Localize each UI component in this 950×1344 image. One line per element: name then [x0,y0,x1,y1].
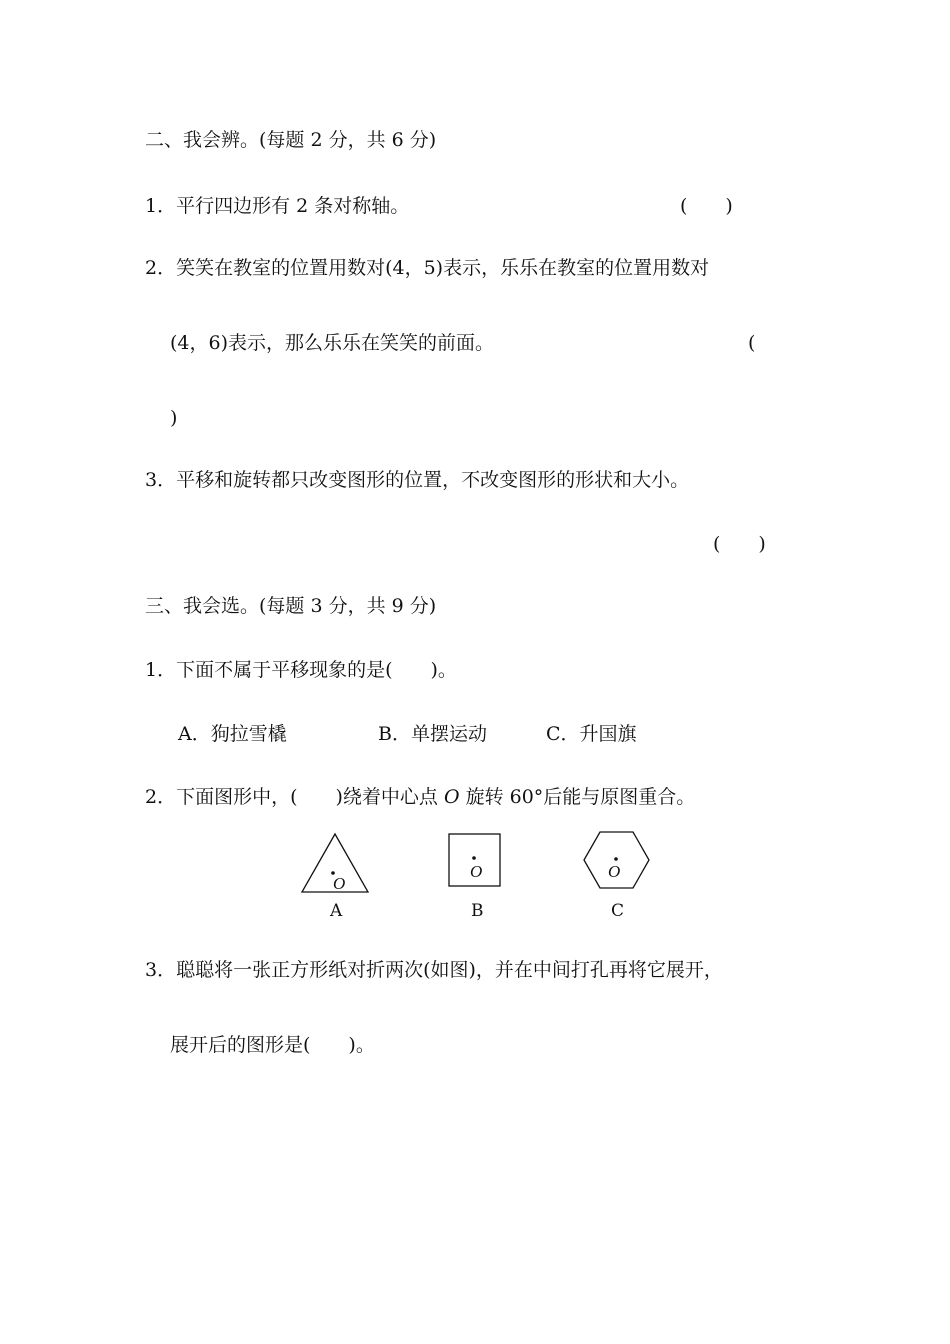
section-2-heading: 二、我会辨。(每题 2 分，共 6 分) [145,129,437,151]
s3-question-2-text-before: 2．下面图形中，( )绕着中心点 [145,786,444,808]
s3-question-1-option-c[interactable]: C．升国旗 [546,723,637,745]
s3-question-2-center-var: O [443,786,460,808]
s3-question-3-line-2: 展开后的图形是( )。 [170,1034,375,1056]
figure-c-label[interactable]: C [611,901,625,921]
figure-b-center-label: O [470,862,483,881]
s2-question-2-answer-blank-open[interactable]: ( [748,332,756,354]
figure-a-center-label: O [333,874,346,893]
s3-question-3-line-1: 3．聪聪将一张正方形纸对折两次(如图)，并在中间打孔再将它展开， [145,959,723,981]
s2-question-1-answer-blank[interactable]: ( ) [680,195,733,217]
s2-question-1-text: 1．平行四边形有 2 条对称轴。 [145,195,410,217]
s2-question-2-answer-blank-close[interactable]: ) [170,407,178,429]
s3-question-1-option-a[interactable]: A．狗拉雪橇 [178,723,287,745]
s2-question-2-line-2: (4，6)表示，那么乐乐在笑笑的前面。 [170,332,495,354]
figure-a-label[interactable]: A [330,901,343,921]
s3-question-1-option-b[interactable]: B．单摆运动 [378,723,487,745]
s2-question-3-answer-blank[interactable]: ( ) [713,533,766,555]
s2-question-3-text: 3．平移和旋转都只改变图形的位置，不改变图形的形状和大小。 [145,469,690,491]
s3-question-2-text-after: 旋转 60°后能与原图重合。 [459,786,696,808]
figure-b-label[interactable]: B [471,901,484,921]
s3-question-2-text [145,785,695,809]
s3-question-1-text: 1．下面不属于平移现象的是( )。 [145,659,457,681]
s2-question-2-line-1: 2．笑笑在教室的位置用数对(4，5)表示，乐乐在教室的位置用数对 [145,257,710,279]
figure-c-center-label: O [608,862,621,881]
section-3-heading: 三、我会选。(每题 3 分，共 9 分) [145,595,437,617]
